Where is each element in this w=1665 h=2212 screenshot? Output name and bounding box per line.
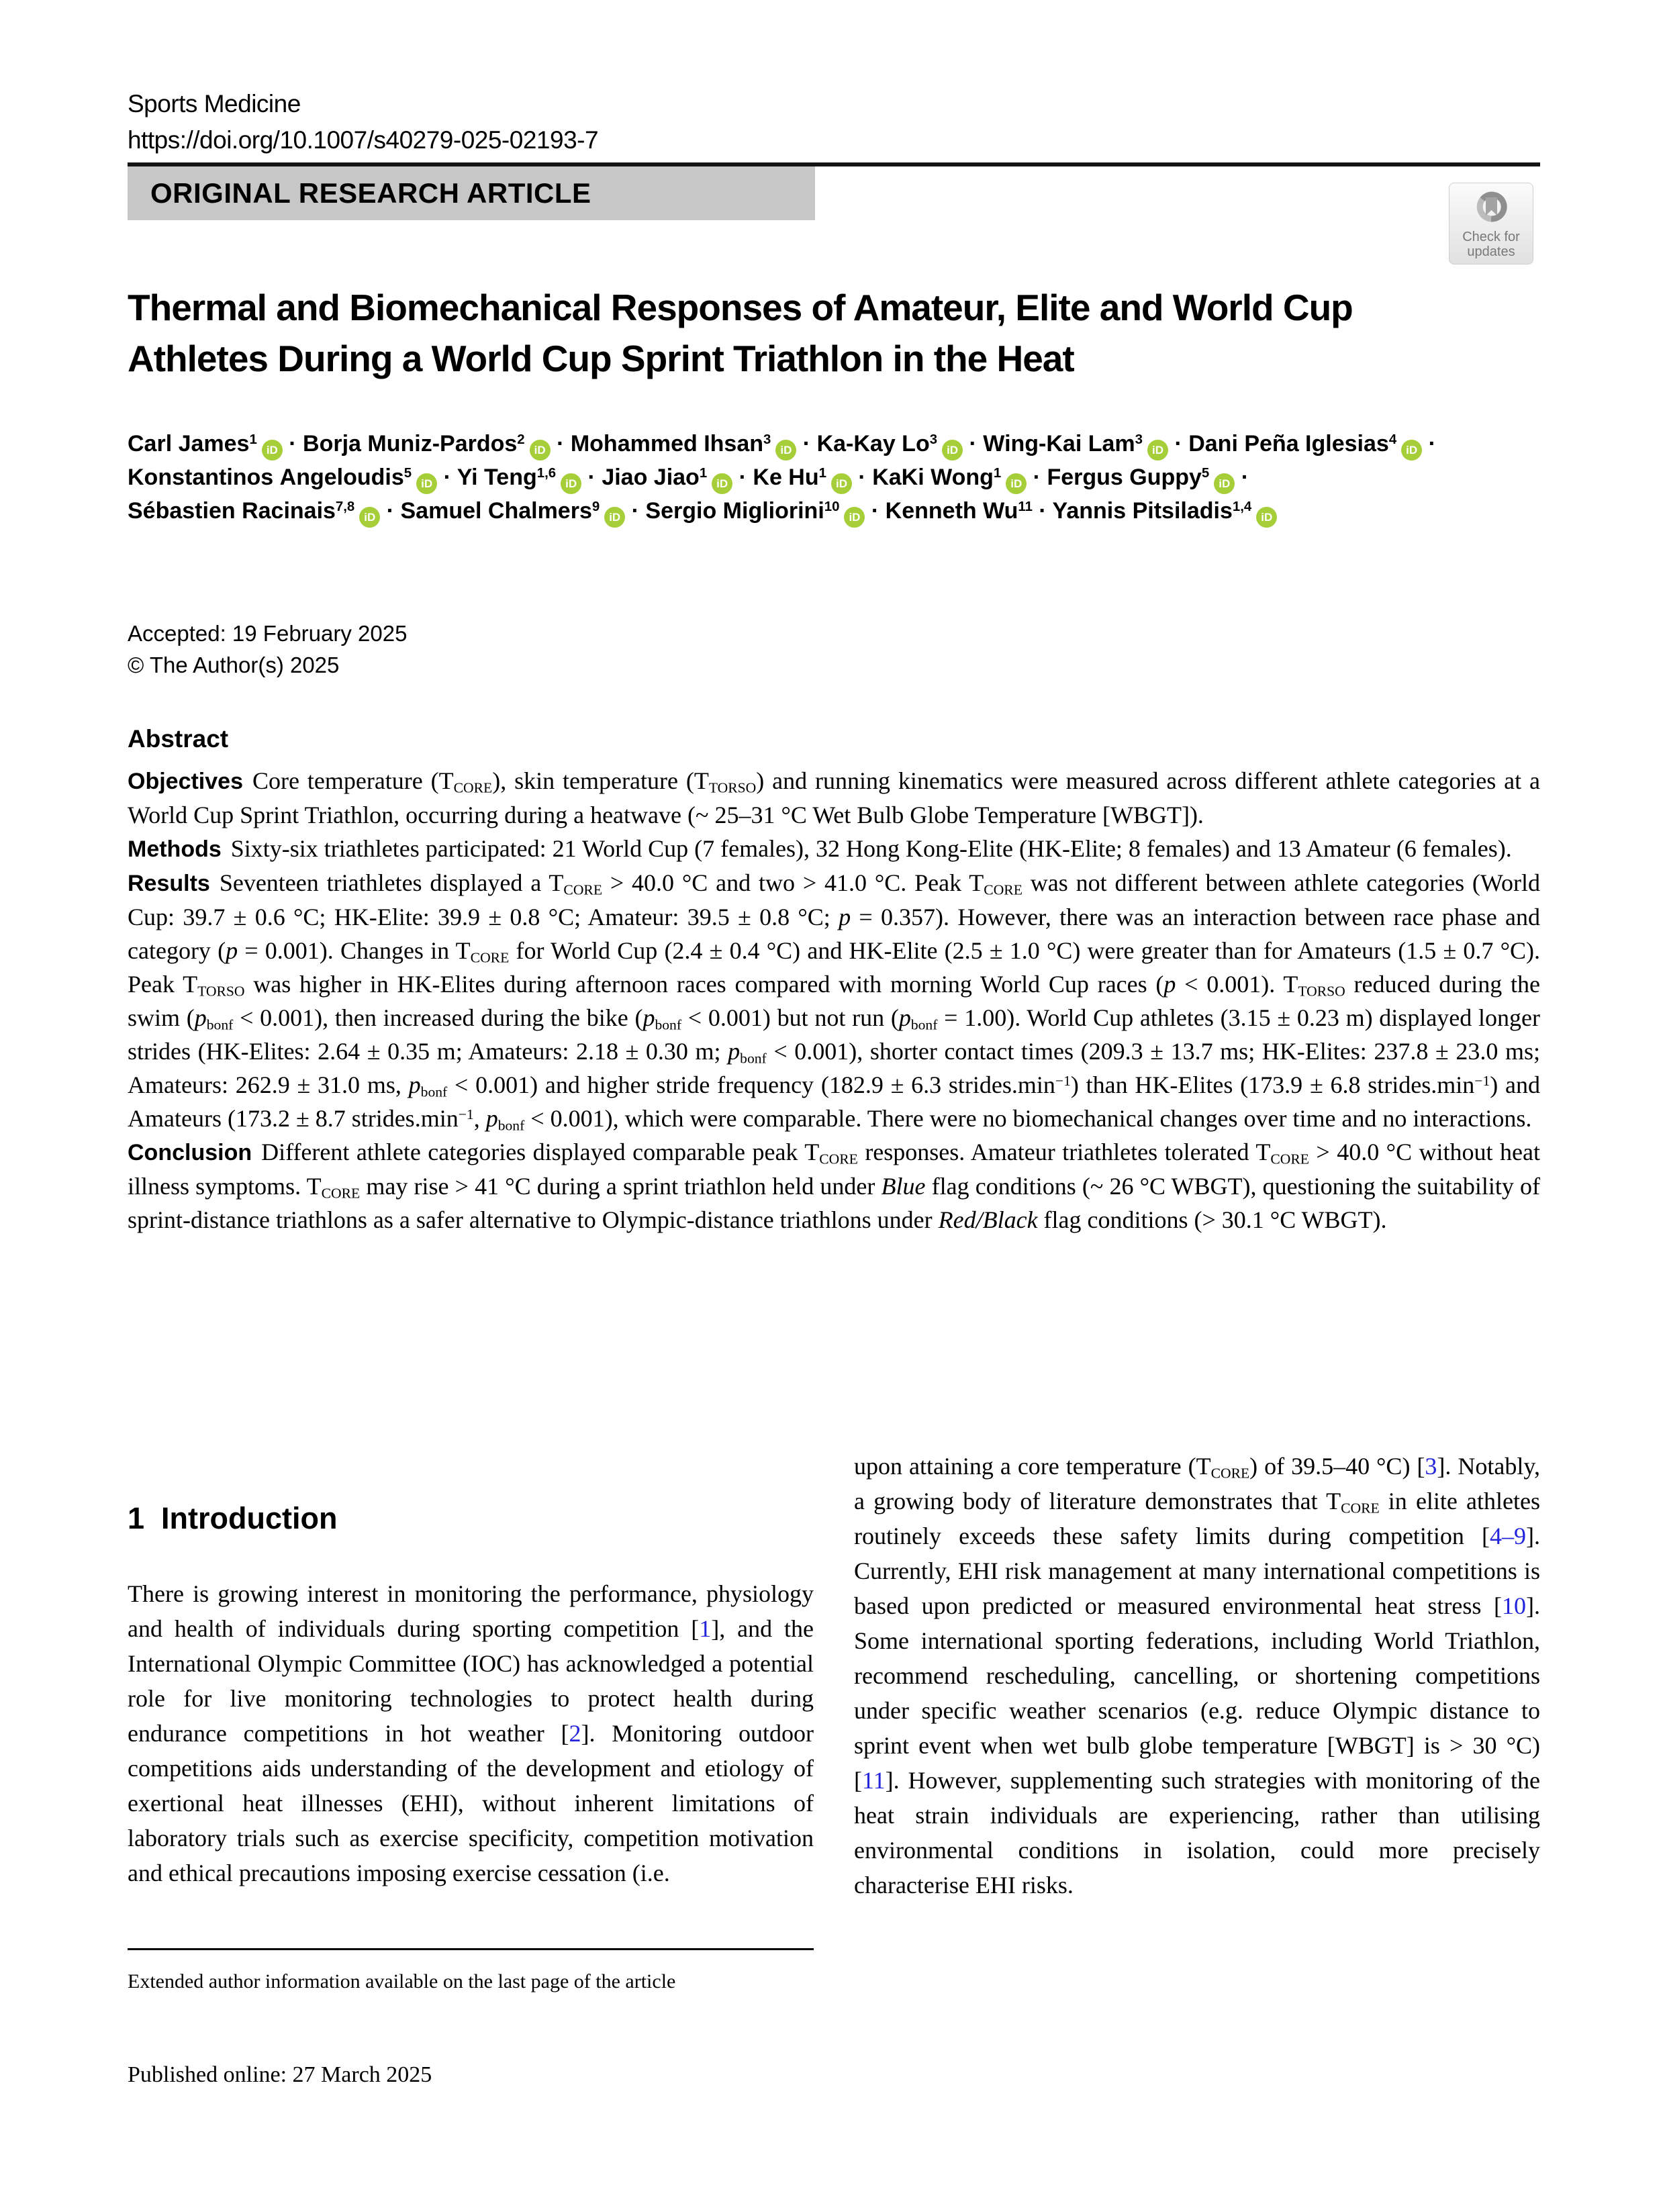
orcid-icon[interactable]: iD (530, 440, 551, 461)
paragraph-label: Methods (128, 836, 222, 862)
author: Kenneth Wu$^{11}$ (885, 498, 1033, 524)
author-separator: · (865, 498, 886, 524)
doi-link[interactable]: https://doi.org/10.1007/s40279-025-02193-7 (128, 126, 599, 154)
check-for-updates-badge[interactable] (1449, 183, 1533, 265)
abstract-paragraph: Conclusion Different athlete categories displayed comparable peak $T_{CORE}$ responses. Amateur triathletes tolerated $T_{CORE} > 40.0$ °C without heat illness symptoms. $T_{CORE}$ may rise > 41 °C during a sprint triathlon held under Blue flag conditions (~ 26 °C WBGT), questioning the suitability of sprint-distance triathlons as a safer alternative to Olympic-distance triathlons under Red/Black flag conditions (> 30.1 °C WBGT). (128, 1139, 1540, 1233)
crossmark-icon (1472, 189, 1510, 228)
introduction-left-column (128, 1501, 814, 1890)
author: KaKi Wong$^1$iD (872, 465, 1027, 490)
citation-link[interactable]: 4–9 (1490, 1523, 1526, 1549)
article-type-banner (128, 166, 815, 220)
author-separator: · (437, 465, 457, 490)
author-separator: · (851, 465, 873, 490)
author-separator: · (732, 465, 753, 490)
author: Yannis Pitsiladis$^{1,4}$iD (1053, 498, 1278, 524)
author-separator: · (581, 465, 602, 490)
author: Carl James$^1$iD (128, 431, 283, 456)
author-separator: · (380, 498, 401, 524)
author: Mohammed Ihsan$^3$iD (571, 431, 797, 456)
author-separator: · (1422, 431, 1436, 456)
extended-author-footnote: Extended author information available on the last page of the article (128, 1948, 814, 1993)
author-separator: · (1235, 465, 1249, 490)
orcid-icon[interactable]: iD (359, 507, 380, 528)
dates-block (128, 618, 407, 681)
orcid-icon[interactable]: iD (262, 440, 283, 461)
author-separator: · (1032, 498, 1053, 524)
abstract-paragraph: Objectives Core temperature $(T_{CORE})$, skin temperature $(T_{TORSO})$ and running kinematics were measured across different athlete categories at a World Cup Sprint Triathlon, occurring during a heatwave (~ 25–31 °C Wet Bulb Globe Temperature [WBGT]). (128, 767, 1540, 828)
author-separator: · (282, 431, 303, 456)
article-type-label: ORIGINAL RESEARCH ARTICLE (150, 177, 591, 209)
paragraph-label: Conclusion (128, 1140, 252, 1165)
orcid-icon[interactable]: iD (561, 473, 581, 494)
author-separator: · (1027, 465, 1047, 490)
orcid-icon[interactable]: iD (712, 473, 732, 494)
author: Dani Peña Iglesias$^4$iD (1188, 431, 1422, 456)
citation-link[interactable]: 2 (569, 1720, 581, 1747)
copyright-line: © The Author(s) 2025 (128, 653, 340, 677)
author: Borja Muniz-Pardos$^2$iD (303, 431, 551, 456)
journal-name: Sports Medicine (128, 90, 301, 117)
orcid-icon[interactable]: iD (604, 507, 625, 528)
abstract-section (128, 725, 1540, 1237)
orcid-icon[interactable]: iD (775, 440, 796, 461)
citation-link[interactable]: 11 (862, 1767, 886, 1794)
orcid-icon[interactable]: iD (942, 440, 963, 461)
author-separator: · (1168, 431, 1189, 456)
introduction-heading: 1 Introduction (128, 1501, 338, 1535)
author-separator: · (963, 431, 984, 456)
orcid-icon[interactable]: iD (1214, 473, 1235, 494)
published-online-line: Published online: 27 March 2025 (128, 2062, 432, 2087)
abstract-paragraph: Results Seventeen triathletes displayed a $T_{CORE} > 40.0$ °C and two > 41.0 °C. Peak $T_{CORE}$ was not different between athlete categories (World Cup: 39.7 ± 0.6 °C; HK-Elite: 39.9 ± 0.8 °C; Amateur: 39.5 ± 0.8 °C; p = 0.357). However, there was an interaction between race phase and category (p = 0.001). Changes in $T_{CORE}$ for World Cup (2.4 ± 0.4 °C) and HK-Elite (2.5 ± 1.0 °C) were greater than for Amateurs (1.5 ± 0.7 °C). Peak $T_{TORSO}$ was higher in HK-Elites during afternoon races compared with morning World Cup races (p < 0.001). $T_{TORSO}$ reduced during the swim $(p_{bonf} < 0.001)$, then increased during the bike $(p_{bonf} < 0.001)$ but not run $(p_{bonf} = 1.00)$. World Cup athletes (3.15 ± 0.23 m) displayed longer strides (HK-Elites: 2.64 ± 0.35 m; Amateurs: 2.18 ± 0.30 m; $p_{bonf} < 0.001$), shorter contact times (209.3 ± 13.7 ms; HK-Elites: 237.8 ± 23.0 ms; Amateurs: 262.9 ± 31.0 ms, $p_{bonf} < 0.001$) and higher stride frequency (182.9 ± 6.3 $strides.\min^{-1}$) than HK-Elites (173.9 ± 6.8 $strides.\min^{-1}$) and Amateurs (173.2 ± 8.7 $strides.\min^{-1}$, $p_{bonf} < 0.001$), which were comparable. There were no biomechanical changes over time and no interactions. (128, 869, 1541, 1134)
introduction-paragraph-left: There is growing interest in monitoring the performance, physiology and health of individuals during sporting competition [1], and the International Olympic Committee (IOC) has acknowledged a potential role for live monitoring technologies to protect health during endurance competitions in hot weather [2]. Monitoring outdoor competitions aids understanding of the development and etiology of exertional heat illnesses (EHI), without inherent limitations of laboratory trials such as exercise specificity, competition motivation and ethical precautions imposing exercise cessation (i.e. (128, 1580, 814, 1886)
orcid-icon[interactable]: iD (831, 473, 852, 494)
paragraph-label: Results (128, 871, 210, 896)
paragraph-label: Objectives (128, 769, 243, 794)
abstract-paragraphs (128, 764, 1540, 1237)
author-separator: · (550, 431, 571, 456)
author: Sergio Migliorini$^{10}$iD (645, 498, 865, 524)
orcid-icon[interactable]: iD (1401, 440, 1422, 461)
journal-header (128, 86, 598, 158)
author: Samuel Chalmers$^9$iD (401, 498, 626, 524)
citation-link[interactable]: 1 (699, 1615, 712, 1642)
orcid-icon[interactable]: iD (1147, 440, 1168, 461)
badge-text: Check for updates (1462, 229, 1520, 259)
orcid-icon[interactable]: iD (1256, 507, 1277, 528)
author: Ke Hu$^1$iD (753, 465, 852, 490)
author-separator: · (796, 431, 817, 456)
author: Wing-Kai Lam$^3$iD (983, 431, 1168, 456)
author: Konstantinos Angeloudis$^5$iD (128, 465, 437, 490)
orcid-icon[interactable]: iD (416, 473, 437, 494)
orcid-icon[interactable]: iD (844, 507, 865, 528)
orcid-icon[interactable]: iD (1006, 473, 1027, 494)
abstract-paragraph: Methods Sixty-six triathletes participated: 21 World Cup (7 females), 32 Hong Kong-Elite (HK-Elite; 8 females) and 13 Amateur (6 females). (128, 835, 1512, 862)
accepted-date: Accepted: 19 February 2025 (128, 621, 408, 646)
introduction-right-column (854, 1449, 1540, 1903)
citation-link[interactable]: 10 (1502, 1592, 1526, 1619)
citation-link[interactable]: 3 (1425, 1453, 1437, 1480)
author: Jiao Jiao$^1$iD (602, 465, 732, 490)
author-list (128, 427, 1477, 528)
abstract-heading: Abstract (128, 725, 229, 753)
author: Fergus Guppy$^5$iD (1047, 465, 1235, 490)
author: Sébastien Racinais$^{7,8}$iD (128, 498, 380, 524)
author-separator: · (625, 498, 646, 524)
paper-title: Thermal and Biomechanical Responses of Amateur, Elite and World Cup Athletes During a World Cup Sprint Triathlon in the Heat (128, 287, 1353, 379)
author: Yi Teng$^{1,6}$iD (457, 465, 581, 490)
introduction-paragraph-right: upon attaining a core temperature $(T_{CORE})$ of 39.5–40 °C) [3]. Notably, a growing body of literature demonstrates that $T_{CORE}$ in elite athletes routinely exceeds these safety limits during competition [4–9]. Currently, EHI risk management at many international competitions is based upon predicted or measured environmental heat stress [10]. Some international sporting federations, including World Triathlon, recommend rescheduling, cancelling, or shortening competitions under specific weather scenarios (e.g. reduce Olympic distance to sprint event when wet bulb globe temperature [WBGT] is > 30 °C) [11]. However, supplementing such strategies with monitoring of the heat strain individuals are experiencing, rather than utilising environmental conditions in isolation, could more precisely characterise EHI risks. (854, 1453, 1540, 1898)
author: Ka-Kay Lo$^3$iD (817, 431, 963, 456)
